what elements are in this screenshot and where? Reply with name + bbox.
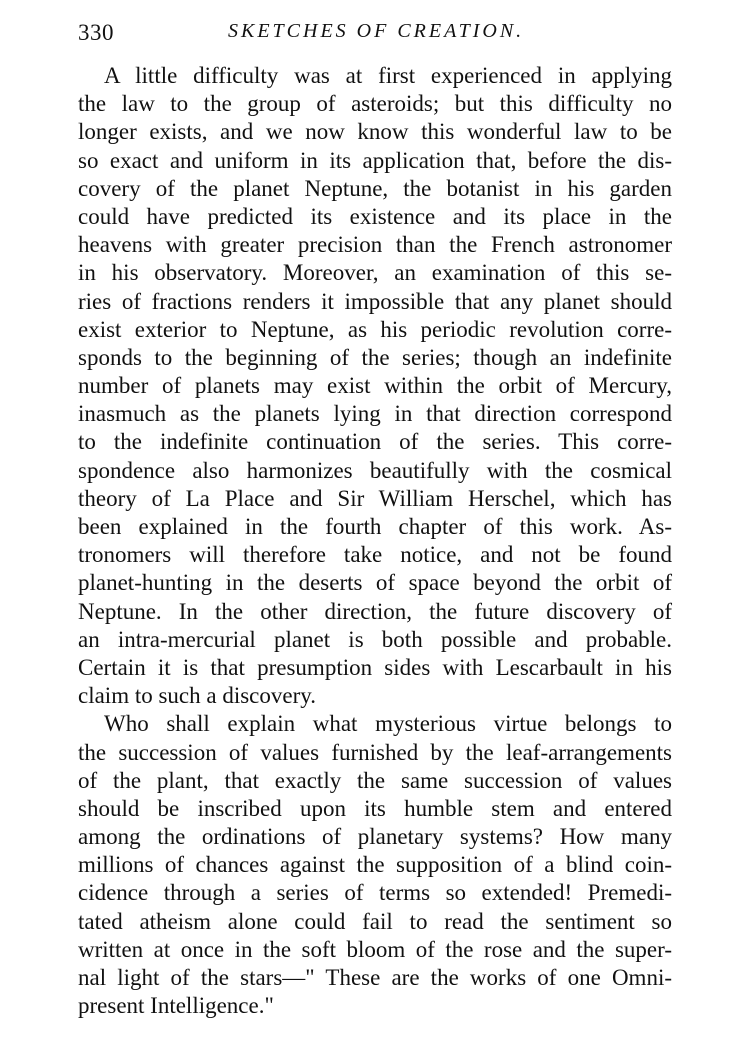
paragraph xyxy=(78,62,672,710)
text-line: tated atheism alone could fail to read the sentiment so xyxy=(78,908,672,934)
text-line: an intra-mercurial planet is both possible and probable. xyxy=(78,626,672,652)
text-line: could have predicted its existence and its place in the xyxy=(78,203,672,229)
text-line: been explained in the fourth chapter of this work. As- xyxy=(78,514,672,539)
text-line: spondence also harmonizes beautifully with the cosmical xyxy=(78,457,672,483)
text-line: to the indefinite continuation of the series. This corre- xyxy=(78,429,672,455)
text-line: Who shall explain what mysterious virtue belongs to xyxy=(104,711,672,737)
text-line: covery of the planet Neptune, the botanist in his garden xyxy=(78,175,672,201)
text-line: so exact and uniform in its application that, before the dis- xyxy=(78,147,672,173)
text-line: among the ordinations of planetary systems? How many xyxy=(78,824,672,850)
text-line: of the plant, that exactly the same succession of values xyxy=(78,767,672,793)
running-head xyxy=(78,14,674,50)
text-line: nal light of the stars—" These are the works of one Omni- xyxy=(78,965,672,990)
text-line: claim to such a discovery. xyxy=(78,683,317,709)
text-line: present Intelligence." xyxy=(78,993,274,1019)
text-line: Neptune. In the other direction, the future discovery of xyxy=(78,598,672,624)
text-line: A little difficulty was at first experienced in applying xyxy=(104,63,672,88)
running-title: SKETCHES OF CREATION. xyxy=(228,20,525,42)
text-line: exist exterior to Neptune, as his periodic revolution corre- xyxy=(78,316,672,342)
text-line: cidence through a series of terms so extended! Premedi- xyxy=(78,880,672,906)
text-line: the succession of values furnished by the leaf-arrangements xyxy=(78,739,672,765)
text-line: written at once in the soft bloom of the rose and the super- xyxy=(78,936,672,962)
text-line: ries of fractions renders it impossible that any planet should xyxy=(78,288,672,314)
text-line: theory of La Place and Sir William Herschel, which has xyxy=(78,485,672,511)
text-line: should be inscribed upon its humble stem and entered xyxy=(78,795,672,821)
text-line: the law to the group of asteroids; but this difficulty no xyxy=(78,91,672,117)
body-text xyxy=(78,62,672,1020)
text-line: tronomers will therefore take notice, and not be found xyxy=(78,542,672,568)
text-line: in his observatory. Moreover, an examination of this se- xyxy=(78,260,672,286)
text-line: sponds to the beginning of the series; though an indefinite xyxy=(78,344,672,370)
text-line: longer exists, and we now know this wonderful law to be xyxy=(78,119,672,145)
text-line: Certain it is that presumption sides with Lescarbault in his xyxy=(78,654,672,680)
text-line: heavens with greater precision than the French astronomer xyxy=(78,232,672,258)
page-number: 330 xyxy=(78,20,114,45)
text-line: planet-hunting in the deserts of space beyond the orbit of xyxy=(78,570,672,596)
paragraph xyxy=(78,710,672,1020)
text-line: number of planets may exist within the orbit of Mercury, xyxy=(78,373,672,399)
text-line: inasmuch as the planets lying in that direction correspond xyxy=(78,401,672,427)
text-line: millions of chances against the supposition of a blind coin- xyxy=(78,852,672,878)
